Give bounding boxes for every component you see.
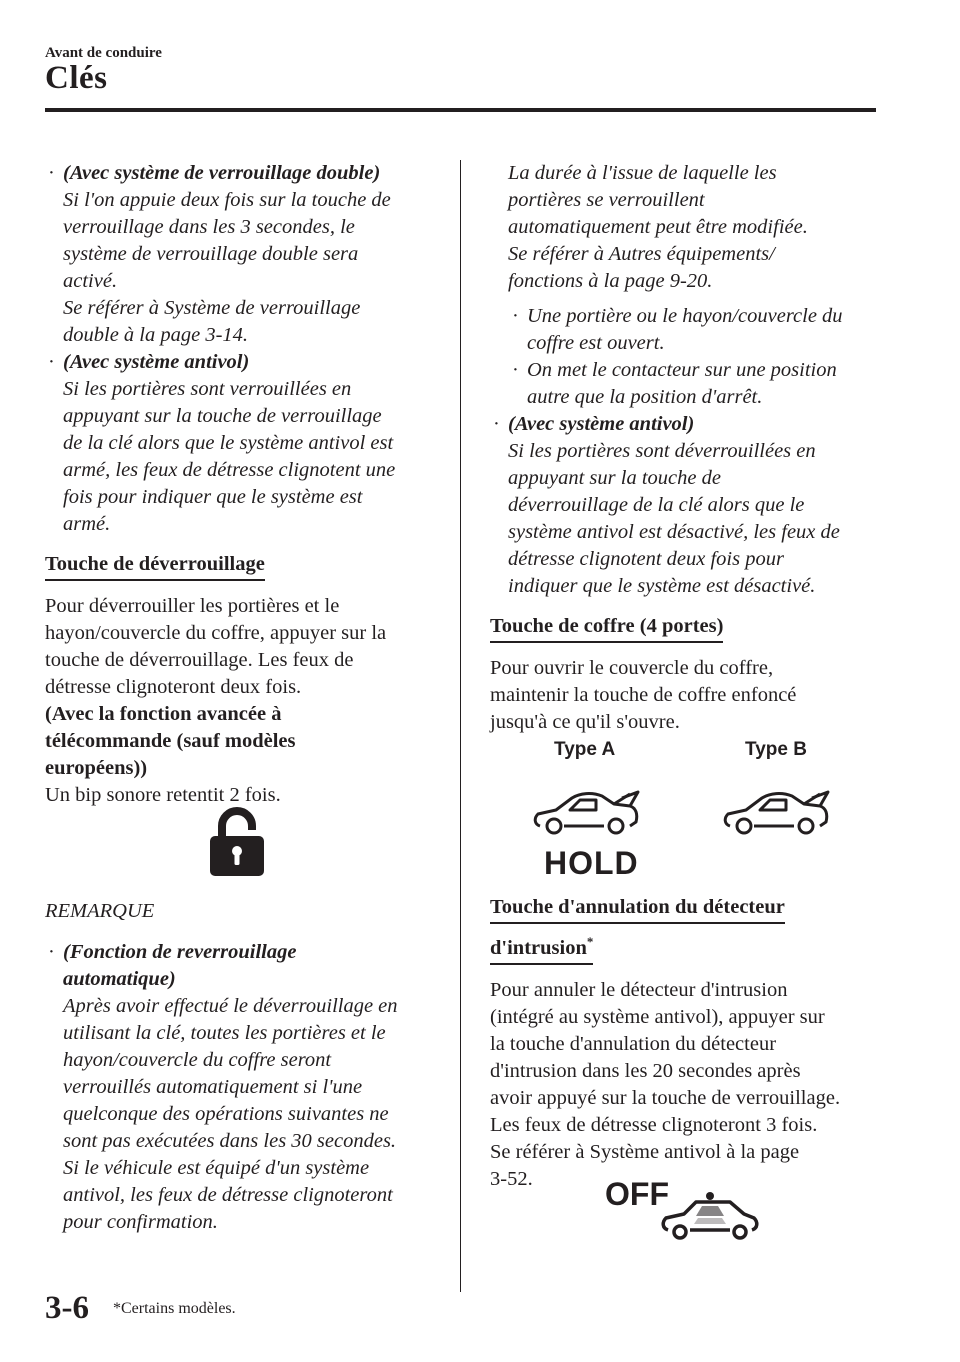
bullet-antitheft-unlock: · (Avec système antivol) Si les portières sont déverrouillées en appuyant sur la touche de déverrouillage de la clé alors que le système antivol est désactivé, les feux de détresse clignotent deux fois pour indiquer que le système est désactivé. bbox=[490, 411, 890, 600]
relock-continued bbox=[490, 160, 890, 295]
spacer bbox=[45, 925, 450, 939]
text-line: fonctions à la page 9-20. bbox=[508, 270, 713, 292]
bullet-heading: (Avec système de verrouillage double) bbox=[63, 162, 381, 184]
bullet-auto-relock: · (Fonction de reverrouillage automatique) Après avoir effectué le déverrouillage en utilisant la clé, toutes les portières et le hayon/couvercle du coffre seront verrouillés automatiquement si l'une quelconque des opérations suivantes ne sont pas exécutées dans les 30 secondes. Si le véhicule est équipé d'un système antivol, les feux de détresse clignoteront pour confirmation. bbox=[45, 939, 450, 1236]
text-line: 3-52. bbox=[490, 1167, 533, 1190]
text-line: détresse clignotent deux fois pour bbox=[508, 548, 784, 570]
text-line: quelconque des opérations suivantes ne bbox=[63, 1103, 389, 1125]
text-line: (intégré au système antivol), appuyer sur bbox=[490, 1005, 825, 1028]
intrusion-heading bbox=[490, 928, 593, 965]
text-line: Si les portières sont verrouillées en bbox=[63, 378, 352, 400]
advanced-remote-note: européens)) bbox=[45, 757, 148, 779]
text-line: verrouillés automatiquement si l'une bbox=[63, 1076, 363, 1098]
text-line: armé, les feux de détresse clignotent une bbox=[63, 459, 396, 481]
remark-title: REMARQUE bbox=[45, 900, 155, 922]
text-line: appuyant sur la touche de verrouillage bbox=[63, 405, 382, 427]
page-number: 3-6 bbox=[45, 1290, 89, 1326]
text-line: déverrouillage de la clé alors que le bbox=[508, 494, 805, 516]
footnote-asterisk: * bbox=[586, 934, 594, 949]
right-column bbox=[490, 160, 890, 736]
remark-block bbox=[45, 898, 450, 1236]
bullet-antitheft-lock: · (Avec système antivol) Si les portières sont verrouillées en appuyant sur la touche de verrouillage de la clé alors que le système antivol est armé, les feux de détresse clignotent une fois pour indiquer que le système est armé. bbox=[45, 349, 450, 538]
intrusion-sensor-off-icon bbox=[660, 1188, 760, 1248]
advanced-remote-note: (Avec la fonction avancée à bbox=[45, 703, 282, 725]
footnote: *Certains modèles. bbox=[113, 1300, 236, 1317]
bullet-heading: automatique) bbox=[63, 968, 176, 990]
text-line: automatiquement peut être modifiée. bbox=[508, 216, 808, 238]
text-line: Pour annuler le détecteur d'intrusion bbox=[490, 978, 788, 1001]
type-a-label: Type A bbox=[554, 739, 616, 760]
text-line: On met le contacteur sur une position bbox=[527, 359, 837, 381]
text-line: jusqu'à ce qu'il s'ouvre. bbox=[490, 711, 680, 733]
text-line: autre que la position d'arrêt. bbox=[527, 386, 763, 408]
advanced-remote-note: télécommande (sauf modèles bbox=[45, 730, 296, 752]
text-line: antivol, les feux de détresse clignoteront bbox=[63, 1184, 393, 1206]
unlock-button-heading: Touche de déverrouillage bbox=[45, 551, 265, 581]
text-line: verrouillage dans les 3 secondes, le bbox=[63, 216, 355, 238]
text-line: Si l'on appuie deux fois sur la touche de bbox=[63, 189, 391, 211]
text-line: hayon/couvercle du coffre seront bbox=[63, 1049, 332, 1071]
text-line: Les feux de détresse clignoteront 3 fois. bbox=[490, 1113, 818, 1136]
hold-label: HOLD bbox=[544, 845, 639, 881]
text-line: portières se verrouillent bbox=[508, 189, 705, 211]
text-line: activé. bbox=[63, 270, 118, 292]
trunk-button-heading: Touche de coffre (4 portes) bbox=[490, 613, 723, 643]
unlock-padlock-icon bbox=[208, 806, 266, 878]
sub-bullet-door-open: · Une portière ou le hayon/couvercle du coffre est ouvert. bbox=[490, 303, 890, 357]
text-line: pour confirmation. bbox=[63, 1211, 218, 1233]
beep-text: Un bip sonore retentit 2 fois. bbox=[45, 784, 281, 806]
text-line: hayon/couvercle du coffre, appuyer sur la bbox=[45, 622, 387, 644]
column-divider bbox=[460, 160, 461, 1292]
text-line: fois pour indiquer que le système est bbox=[63, 486, 363, 508]
text-line: Si le véhicule est équipé d'un système bbox=[63, 1157, 370, 1179]
text-line: maintenir la touche de coffre enfoncé bbox=[490, 684, 797, 706]
trunk-open-car-icon bbox=[720, 784, 836, 842]
intrusion-section bbox=[490, 884, 890, 1193]
text-line: d'intrusion dans les 20 secondes après bbox=[490, 1059, 801, 1082]
bullet-heading: (Fonction de reverrouillage bbox=[63, 941, 297, 963]
bullet-heading: (Avec système antivol) bbox=[508, 413, 695, 435]
text-line: Une portière ou le hayon/couvercle du bbox=[527, 305, 843, 327]
text-line: système antivol est désactivé, les feux de bbox=[508, 521, 840, 543]
text-line: détresse clignoteront deux fois. bbox=[45, 676, 302, 698]
text-line: armé. bbox=[63, 513, 111, 535]
title-rule bbox=[45, 108, 876, 112]
trunk-open-car-icon bbox=[530, 784, 646, 842]
text-line: de la clé alors que le système antivol est bbox=[63, 432, 394, 454]
text-line: sont pas exécutées dans les 30 secondes. bbox=[63, 1130, 397, 1152]
bullet-double-lock: · (Avec système de verrouillage double) Si l'on appuie deux fois sur la touche de verrouillage dans les 3 secondes, le système de verrouillage double sera activé. Se référer à Système de verrouillage double à la page 3-14. bbox=[45, 160, 450, 349]
sub-bullet-ignition: · On met le contacteur sur une position autre que la position d'arrêt. bbox=[490, 357, 890, 411]
text-line: Si les portières sont déverrouillées en bbox=[508, 440, 816, 462]
text-line: double à la page 3-14. bbox=[63, 324, 249, 346]
text-line: coffre est ouvert. bbox=[527, 332, 665, 354]
text-line: La durée à l'issue de laquelle les bbox=[508, 162, 777, 184]
section-label: Avant de conduire bbox=[45, 45, 162, 61]
text-line: Se référer à Système de verrouillage bbox=[63, 297, 361, 319]
off-label: OFF bbox=[605, 1176, 669, 1212]
intrusion-heading: Touche d'annulation du détecteur bbox=[490, 894, 785, 924]
type-b-label: Type B bbox=[745, 739, 807, 760]
text-line: appuyant sur la touche de bbox=[508, 467, 721, 489]
intrusion-heading-text: d'intrusion bbox=[490, 936, 587, 959]
text-line: Se référer à Système antivol à la page bbox=[490, 1140, 800, 1163]
text-line: utilisant la clé, toutes les portières et le bbox=[63, 1022, 386, 1044]
text-line: avoir appuyé sur la touche de verrouillage. bbox=[490, 1086, 841, 1109]
bullet-heading: (Avec système antivol) bbox=[63, 351, 250, 373]
text-line: Après avoir effectué le déverrouillage en bbox=[63, 995, 398, 1017]
spacer bbox=[490, 295, 890, 303]
text-line: indiquer que le système est désactivé. bbox=[508, 575, 816, 597]
page-title: Clés bbox=[45, 60, 108, 96]
text-line: Se référer à Autres équipements/ bbox=[508, 243, 775, 265]
text-line: Pour déverrouiller les portières et le bbox=[45, 595, 340, 617]
text-line: Pour ouvrir le couvercle du coffre, bbox=[490, 657, 774, 679]
text-line: la touche d'annulation du détecteur bbox=[490, 1032, 777, 1055]
text-line: touche de déverrouillage. Les feux de bbox=[45, 649, 354, 671]
left-column bbox=[45, 160, 450, 809]
text-line: système de verrouillage double sera bbox=[63, 243, 359, 265]
